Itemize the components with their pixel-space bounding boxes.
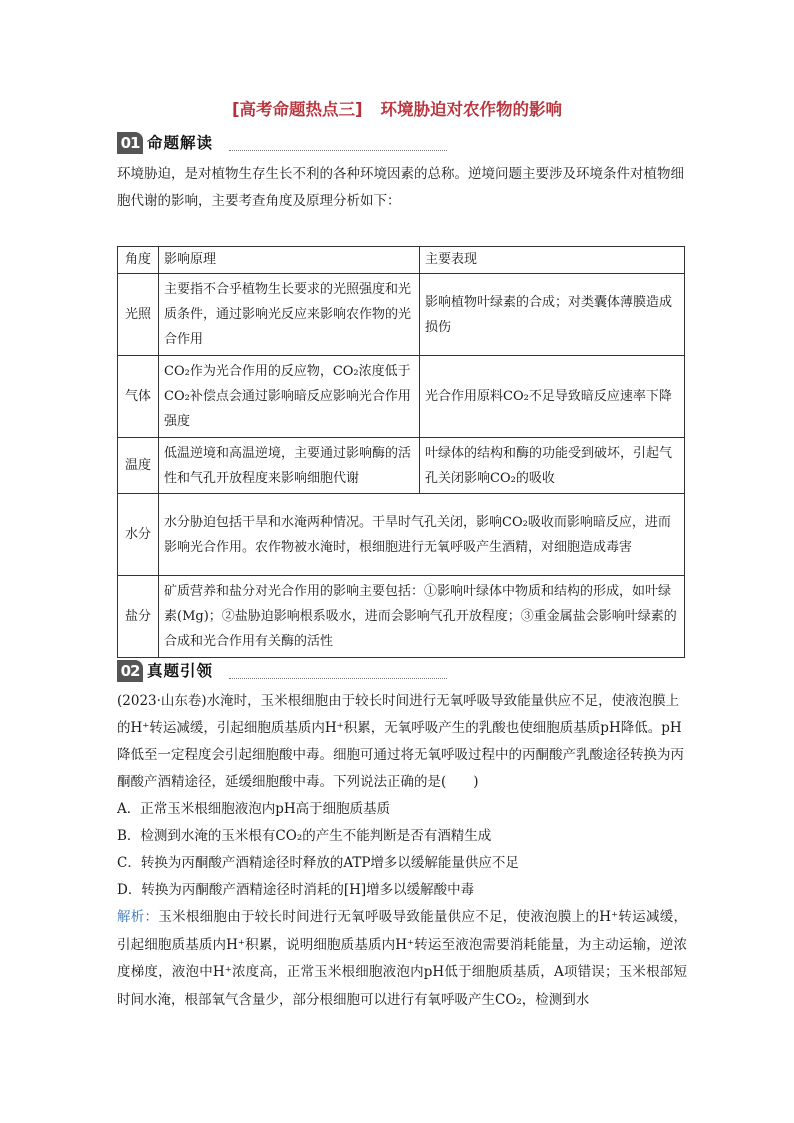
intro-paragraph: 环境胁迫，是对植物生存生长不利的各种环境因素的总称。逆境问题主要涉及环境条件对植物细胞代谢的影响，主要考查角度及原理分析如下： (117, 166, 684, 209)
section-number: 02 (117, 660, 143, 682)
section-label: 真题引领 (147, 662, 214, 680)
table-cell-angle: 温度 (118, 438, 159, 494)
table-row (118, 356, 685, 438)
table-header-cell: 影响原理 (159, 247, 420, 274)
analysis-paragraph (117, 904, 687, 1014)
table-header-row (118, 247, 685, 274)
table-cell-merged: 水分胁迫包括干旱和水淹两种情况。干旱时气孔关闭，影响CO₂吸收而影响暗反应，进而影响光合作用。农作物被水淹时，根细胞进行无氧呼吸产生酒精，对细胞造成毒害 (159, 494, 685, 576)
option-a: A．正常玉米根细胞液泡内pH高于细胞质基质 (117, 801, 391, 817)
question-stem: (2023·山东卷)水淹时，玉米根细胞由于较长时间进行无氧呼吸导致能量供应不足，使液泡膜上的H⁺转运减缓，引起细胞质基质内H⁺积累，无氧呼吸产生的乳酸也使细胞质基质pH降低。pH降低至一定程度会引起细胞酸中毒。细胞可通过将无氧呼吸过程中的丙酮酸产乳酸途径转换为丙酮酸产酒精途径，延缓细胞酸中毒。下列说法正确的是( ) (117, 693, 684, 790)
table-cell-angle: 水分 (118, 494, 159, 576)
table-header-cell: 主要表现 (420, 247, 685, 274)
section-header-2 (117, 660, 687, 682)
table-cell-effect: 影响植物叶绿素的合成；对类囊体薄膜造成损伤 (420, 274, 685, 356)
table-cell-principle: 低温逆境和高温逆境，主要通过影响酶的活性和气孔开放程度来影响细胞代谢 (159, 438, 420, 494)
table-cell-effect: 光合作用原料CO₂不足导致暗反应速率下降 (420, 356, 685, 438)
title-topic: 环境胁迫对农作物的影响 (380, 100, 563, 119)
table-row (118, 438, 685, 494)
table-cell-principle: CO₂作为光合作用的反应物，CO₂浓度低于CO₂补偿点会通过影响暗反应影响光合作用强度 (159, 356, 420, 438)
table-cell-angle: 气体 (118, 356, 159, 438)
option-c: C．转换为丙酮酸产酒精途径时释放的ATP增多以缓解能量供应不足 (117, 855, 519, 871)
section-label: 命题解读 (147, 134, 214, 152)
factor-table (117, 246, 685, 658)
table-row (118, 576, 685, 658)
table-cell-principle: 主要指不合乎植物生长要求的光照强度和光质条件，通过影响光反应来影响农作物的光合作用 (159, 274, 420, 356)
table-row (118, 274, 685, 356)
table-cell-merged: 矿质营养和盐分对光合作用的影响主要包括：①影响叶绿体中物质和结构的形成，如叶绿素(Mg)；②盐胁迫影响根系吸水，进而会影响气孔开放程度；③重金属盐会影响叶绿素的合成和光合作用有关酶的活性 (159, 576, 685, 658)
page-title (0, 96, 794, 120)
table-header-cell: 角度 (118, 247, 159, 274)
section-divider (229, 150, 447, 151)
analysis-tag: 解析： (117, 909, 159, 925)
table-cell-effect: 叶绿体的结构和酶的功能受到破坏，引起气孔关闭影响CO₂的吸收 (420, 438, 685, 494)
title-bracket: [高考命题热点三] (231, 100, 363, 119)
section-divider (229, 678, 447, 679)
table-cell-angle: 光照 (118, 274, 159, 356)
option-b: B．检测到水淹的玉米根有CO₂的产生不能判断是否有酒精生成 (117, 828, 492, 844)
section-number: 01 (117, 132, 143, 154)
table-row (118, 494, 685, 576)
section-header-1 (117, 132, 687, 154)
table-cell-angle: 盐分 (118, 576, 159, 658)
analysis-text: 玉米根细胞由于较长时间进行无氧呼吸导致能量供应不足，使液泡膜上的H⁺转运减缓，引起细胞质基质内H⁺积累，说明细胞质基质内H⁺转运至液泡需要消耗能量，为主动运输，逆浓度梯度，液泡中H⁺浓度高，正常玉米根细胞液泡内pH低于细胞质基质，A项错误；玉米根部短时间水淹，根部氧气含量少，部分根细胞可以进行有氧呼吸产生CO₂，检测到水 (117, 909, 688, 1008)
option-d: D．转换为丙酮酸产酒精途径时消耗的[H]增多以缓解酸中毒 (117, 882, 475, 898)
